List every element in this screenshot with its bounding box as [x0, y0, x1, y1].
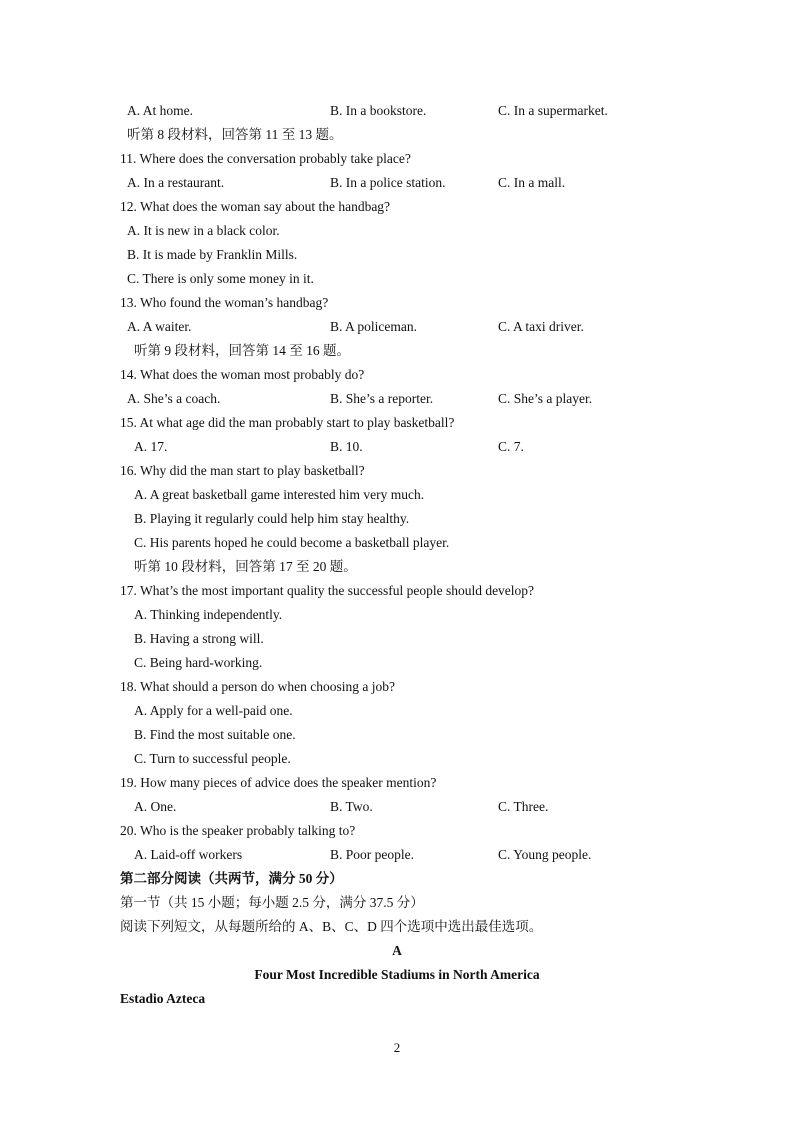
q12-option-b: B. It is made by Franklin Mills. [127, 247, 298, 262]
q10-option-c: C. In a supermarket. [498, 103, 608, 118]
q14-options-row [0, 387, 794, 411]
section-10-instruction: 听第 10 段材料，回答第 17 至 20 题。 [134, 559, 357, 574]
q18-stem: 18. What should a person do when choosing a job? [120, 679, 395, 694]
q11-option-c: C. In a mall. [498, 175, 566, 190]
q19-option-c: C. Three. [498, 799, 549, 814]
q11-stem: 11. Where does the conversation probably take place? [120, 151, 411, 166]
page-number: 2 [393, 1040, 401, 1055]
q15-option-b: B. 10. [330, 439, 363, 454]
q17-option-c: C. Being hard-working. [134, 655, 263, 670]
q11-options-row [0, 171, 794, 195]
q13-option-c: C. A taxi driver. [498, 319, 584, 334]
passage-subheading: Estadio Azteca [120, 991, 206, 1006]
reading-instruction: 阅读下列短文，从每题所给的 A、B、C、D 四个选项中选出最佳选项。 [120, 919, 543, 934]
q13-options-row [0, 315, 794, 339]
q16-option-b: B. Playing it regularly could help him stay healthy. [134, 511, 410, 526]
reading-section-1-heading: 第一节（共 15 小题；每小题 2.5 分，满分 37.5 分） [120, 895, 424, 910]
q19-stem: 19. How many pieces of advice does the speaker mention? [120, 775, 437, 790]
q14-option-a: A. She’s a coach. [127, 391, 221, 406]
q14-stem: 14. What does the woman most probably do? [120, 367, 365, 382]
passage-title: Four Most Incredible Stadiums in North America [254, 967, 540, 982]
q16-option-c: C. His parents hoped he could become a basketball player. [134, 535, 450, 550]
passage-letter: A [392, 943, 402, 958]
q19-options-row [0, 795, 794, 819]
q10-option-b: B. In a bookstore. [330, 103, 427, 118]
q15-stem: 15. At what age did the man probably start to play basketball? [120, 415, 455, 430]
q18-option-c: C. Turn to successful people. [134, 751, 291, 766]
q20-options-row [0, 843, 794, 867]
q11-option-a: A. In a restaurant. [127, 175, 225, 190]
section-9-instruction: 听第 9 段材料，回答第 14 至 16 题。 [134, 343, 350, 358]
q20-stem: 20. Who is the speaker probably talking to? [120, 823, 356, 838]
q15-option-c: C. 7. [498, 439, 524, 454]
reading-part-title: 第二部分阅读（共两节，满分 50 分） [120, 871, 343, 886]
q13-option-b: B. A policeman. [330, 319, 417, 334]
q12-option-c: C. There is only some money in it. [127, 271, 314, 286]
q10-options-row [0, 99, 794, 123]
q18-option-b: B. Find the most suitable one. [134, 727, 296, 742]
q10-option-a: A. At home. [127, 103, 193, 118]
q12-option-a: A. It is new in a black color. [127, 223, 280, 238]
q20-option-a: A. Laid-off workers [134, 847, 243, 862]
q19-option-b: B. Two. [330, 799, 373, 814]
q16-stem: 16. Why did the man start to play basketball? [120, 463, 365, 478]
q13-stem: 13. Who found the woman’s handbag? [120, 295, 329, 310]
q17-stem: 17. What’s the most important quality the successful people should develop? [120, 583, 535, 598]
q20-option-c: C. Young people. [498, 847, 592, 862]
q19-option-a: A. One. [134, 799, 177, 814]
q15-options-row [0, 435, 794, 459]
q13-option-a: A. A waiter. [127, 319, 192, 334]
section-8-instruction: 听第 8 段材料，回答第 11 至 13 题。 [127, 127, 343, 142]
q15-option-a: A. 17. [134, 439, 168, 454]
q17-option-a: A. Thinking independently. [134, 607, 283, 622]
q14-option-c: C. She’s a player. [498, 391, 593, 406]
q11-option-b: B. In a police station. [330, 175, 446, 190]
q17-option-b: B. Having a strong will. [134, 631, 264, 646]
q20-option-b: B. Poor people. [330, 847, 414, 862]
q14-option-b: B. She’s a reporter. [330, 391, 434, 406]
q12-stem: 12. What does the woman say about the handbag? [120, 199, 391, 214]
q16-option-a: A. A great basketball game interested him very much. [134, 487, 425, 502]
q18-option-a: A. Apply for a well-paid one. [134, 703, 293, 718]
